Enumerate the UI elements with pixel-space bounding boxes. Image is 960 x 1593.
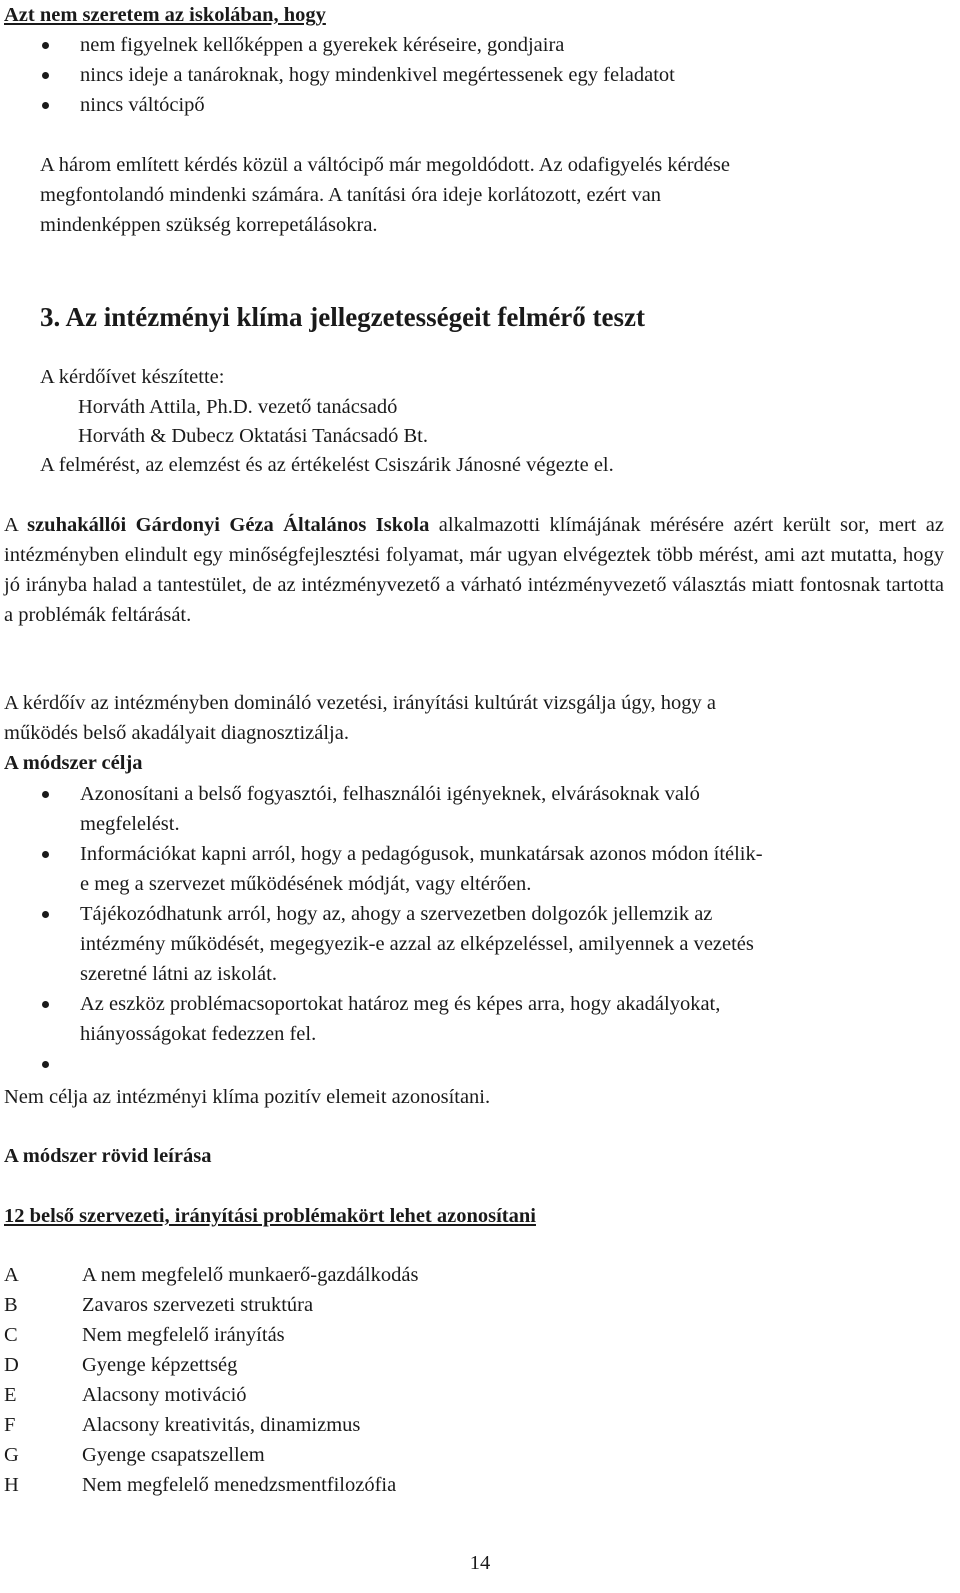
problem-label: Zavaros szervezeti struktúra — [82, 1294, 314, 1316]
problem-label: Nem megfelelő menedzsmentfilozófia — [82, 1474, 397, 1496]
method-goal-heading: A módszer célja — [4, 752, 143, 774]
list-item — [0, 899, 940, 989]
problem-label: Nem megfelelő irányítás — [82, 1324, 285, 1346]
problem-item — [4, 1470, 904, 1500]
problem-label: Gyenge csapatszellem — [82, 1444, 265, 1466]
problem-key: B — [4, 1294, 18, 1316]
paragraph-line: mindenképpen szükség korrepetálásokra. — [40, 214, 378, 236]
list-item-line: intézmény működését, megegyezik-e azzal az elképzeléssel, amilyennek a vezetés — [80, 933, 754, 955]
paragraph-line: megfontolandó mindenki számára. A tanítási óra ideje korlátozott, ezért van — [40, 184, 662, 206]
intro-heading: Azt nem szeretem az iskolában, hogy — [4, 4, 326, 26]
list-item-line: Az eszköz problémacsoportokat határoz meg és képes arra, hogy akadályokat, — [80, 993, 721, 1015]
method-goal-list — [0, 779, 940, 1079]
author-company: Horváth & Dubecz Oktatási Tanácsadó Bt. — [78, 425, 429, 447]
paragraph-line: működés belső akadályait diagnosztizálja. — [4, 722, 349, 744]
list-item: nincs ideje a tanároknak, hogy mindenkivel megértessenek egy feladatot — [0, 60, 940, 90]
problems-heading: 12 belső szervezeti, irányítási problémakört lehet azonosítani — [4, 1205, 536, 1227]
list-item-line: Azonosítani a belső fogyasztói, felhasználói igényeknek, elvárásoknak való — [80, 783, 700, 805]
problem-key: F — [4, 1414, 16, 1436]
problem-key: E — [4, 1384, 17, 1406]
author-name: Horváth Attila, Ph.D. vezető tanácsadó — [78, 396, 398, 418]
problem-key: H — [4, 1474, 19, 1496]
author-label: A kérdőívet készítette: — [40, 366, 225, 388]
list-item — [0, 779, 940, 839]
problem-key: C — [4, 1324, 18, 1346]
problem-item — [4, 1260, 904, 1290]
problem-item — [4, 1320, 904, 1350]
problem-list — [4, 1260, 904, 1500]
evaluation-note: A felmérést, az elemzést és az értékelést Csiszárik Jánosné végezte el. — [40, 454, 614, 476]
school-paragraph — [4, 510, 944, 630]
intro-bullet-list — [0, 30, 940, 120]
problem-item — [4, 1410, 904, 1440]
page-number: 14 — [469, 1552, 491, 1574]
list-item: nincs váltócipő — [0, 90, 940, 120]
list-item-line: e meg a szervezet működésének módját, vagy eltérően. — [80, 873, 532, 895]
list-item-line: Tájékozódhatunk arról, hogy az, ahogy a szervezetben dolgozók jellemzik az — [80, 903, 713, 925]
problem-item — [4, 1440, 904, 1470]
problem-label: A nem megfelelő munkaerő-gazdálkodás — [82, 1264, 419, 1286]
problem-label: Gyenge képzettség — [82, 1354, 238, 1376]
list-item-line: Információkat kapni arról, hogy a pedagógusok, munkatársak azonos módon ítélik- — [80, 843, 763, 865]
section-title: 3. Az intézményi klíma jellegzetességeit felmérő teszt — [40, 302, 645, 332]
problem-label: Alacsony motiváció — [82, 1384, 247, 1406]
list-item-line: megfelelést. — [80, 813, 180, 835]
list-item: nem figyelnek kellőképpen a gyerekek kéréseire, gondjaira — [0, 30, 940, 60]
empty-list-item — [0, 1049, 940, 1079]
problem-item — [4, 1290, 904, 1320]
problem-key: D — [4, 1354, 19, 1376]
paragraph-prefix: A — [4, 514, 28, 536]
intro-paragraph — [40, 150, 940, 240]
list-item — [0, 839, 940, 899]
list-item-line: szeretné látni az iskolát. — [80, 963, 277, 985]
questionnaire-paragraph — [4, 688, 944, 748]
list-item-line: hiányosságokat fedezzen fel. — [80, 1023, 317, 1045]
not-goal-text: Nem célja az intézményi klíma pozitív elemeit azonosítani. — [4, 1086, 491, 1108]
problem-item — [4, 1380, 904, 1410]
school-name: szuhakállói Gárdonyi Géza Általános Iskola — [27, 514, 430, 536]
method-description-heading: A módszer rövid leírása — [4, 1145, 212, 1167]
paragraph-line: A három említett kérdés közül a váltócipő már megoldódott. Az odafigyelés kérdése — [40, 154, 730, 176]
problem-key: A — [4, 1264, 19, 1286]
list-item — [0, 989, 940, 1049]
paragraph-text: alkalmazotti klímájának mérésére azért került sor, mert az intézményben elindult egy minőségfejlesztési folyamat, már ugyan elvégeztek több mérést, ami azt mutatta, hogy jó irányba halad a tantestület, de az intézményvezető a várható intézményvezető választás miatt fontosnak tartotta a problémák feltárását. — [4, 514, 944, 626]
problem-label: Alacsony kreativitás, dinamizmus — [82, 1414, 361, 1436]
problem-item — [4, 1350, 904, 1380]
paragraph-line: A kérdőív az intézményben domináló vezetési, irányítási kultúrát vizsgálja úgy, hogy a — [4, 692, 716, 714]
problem-key: G — [4, 1444, 19, 1466]
